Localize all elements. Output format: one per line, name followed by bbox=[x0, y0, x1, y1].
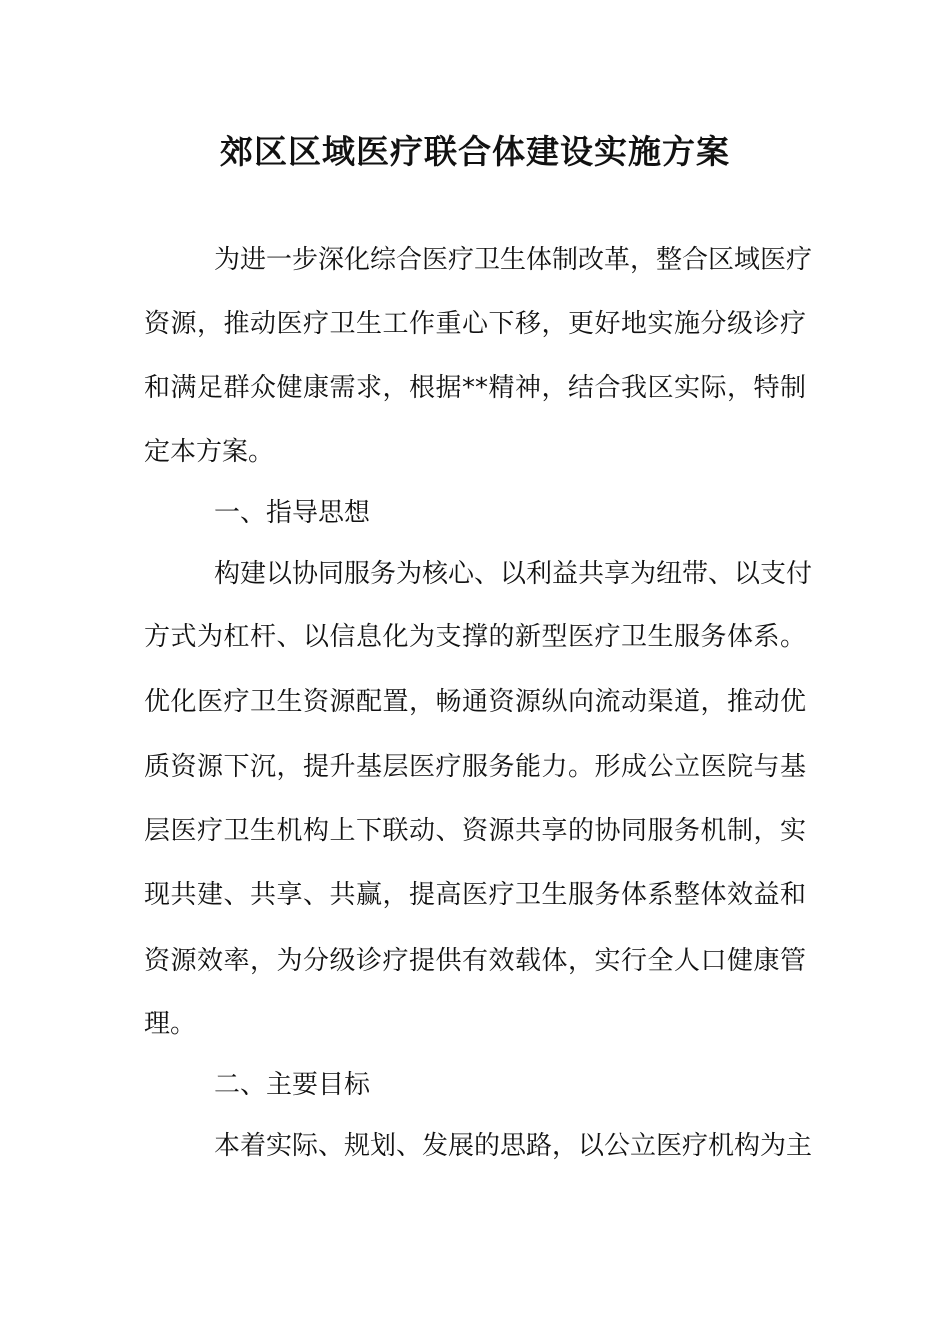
paragraph-line: 质资源下沉，提升基层医疗服务能力。形成公立医院与基 bbox=[144, 752, 806, 782]
paragraph-line: 方式为杠杆、以信息化为支撑的新型医疗卫生服务体系。 bbox=[144, 622, 806, 652]
paragraph-line: 本着实际、规划、发展的思路，以公立医疗机构为主 bbox=[214, 1131, 813, 1161]
paragraph-line: 优化医疗卫生资源配置，畅通资源纵向流动渠道，推动优 bbox=[144, 687, 806, 717]
paragraph-line: 层医疗卫生机构上下联动、资源共享的协同服务机制，实 bbox=[144, 816, 806, 846]
paragraph-line: 构建以协同服务为核心、以利益共享为纽带、以支付 bbox=[214, 559, 813, 589]
paragraph-line: 资源效率，为分级诊疗提供有效载体，实行全人口健康管 bbox=[144, 946, 806, 976]
document-title: 郊区区域医疗联合体建设实施方案 bbox=[220, 132, 730, 171]
section-heading: 二、主要目标 bbox=[214, 1070, 371, 1100]
paragraph-line: 资源，推动医疗卫生工作重心下移，更好地实施分级诊疗 bbox=[144, 309, 806, 339]
paragraph-line: 理。 bbox=[144, 1009, 197, 1039]
section-heading: 一、指导思想 bbox=[214, 498, 371, 528]
paragraph-line: 定本方案。 bbox=[144, 437, 275, 467]
paragraph-line: 和满足群众健康需求，根据**精神，结合我区实际，特制 bbox=[144, 373, 806, 403]
paragraph-line: 为进一步深化综合医疗卫生体制改革，整合区域医疗 bbox=[214, 245, 813, 275]
paragraph-line: 现共建、共享、共赢，提高医疗卫生服务体系整体效益和 bbox=[144, 880, 806, 910]
